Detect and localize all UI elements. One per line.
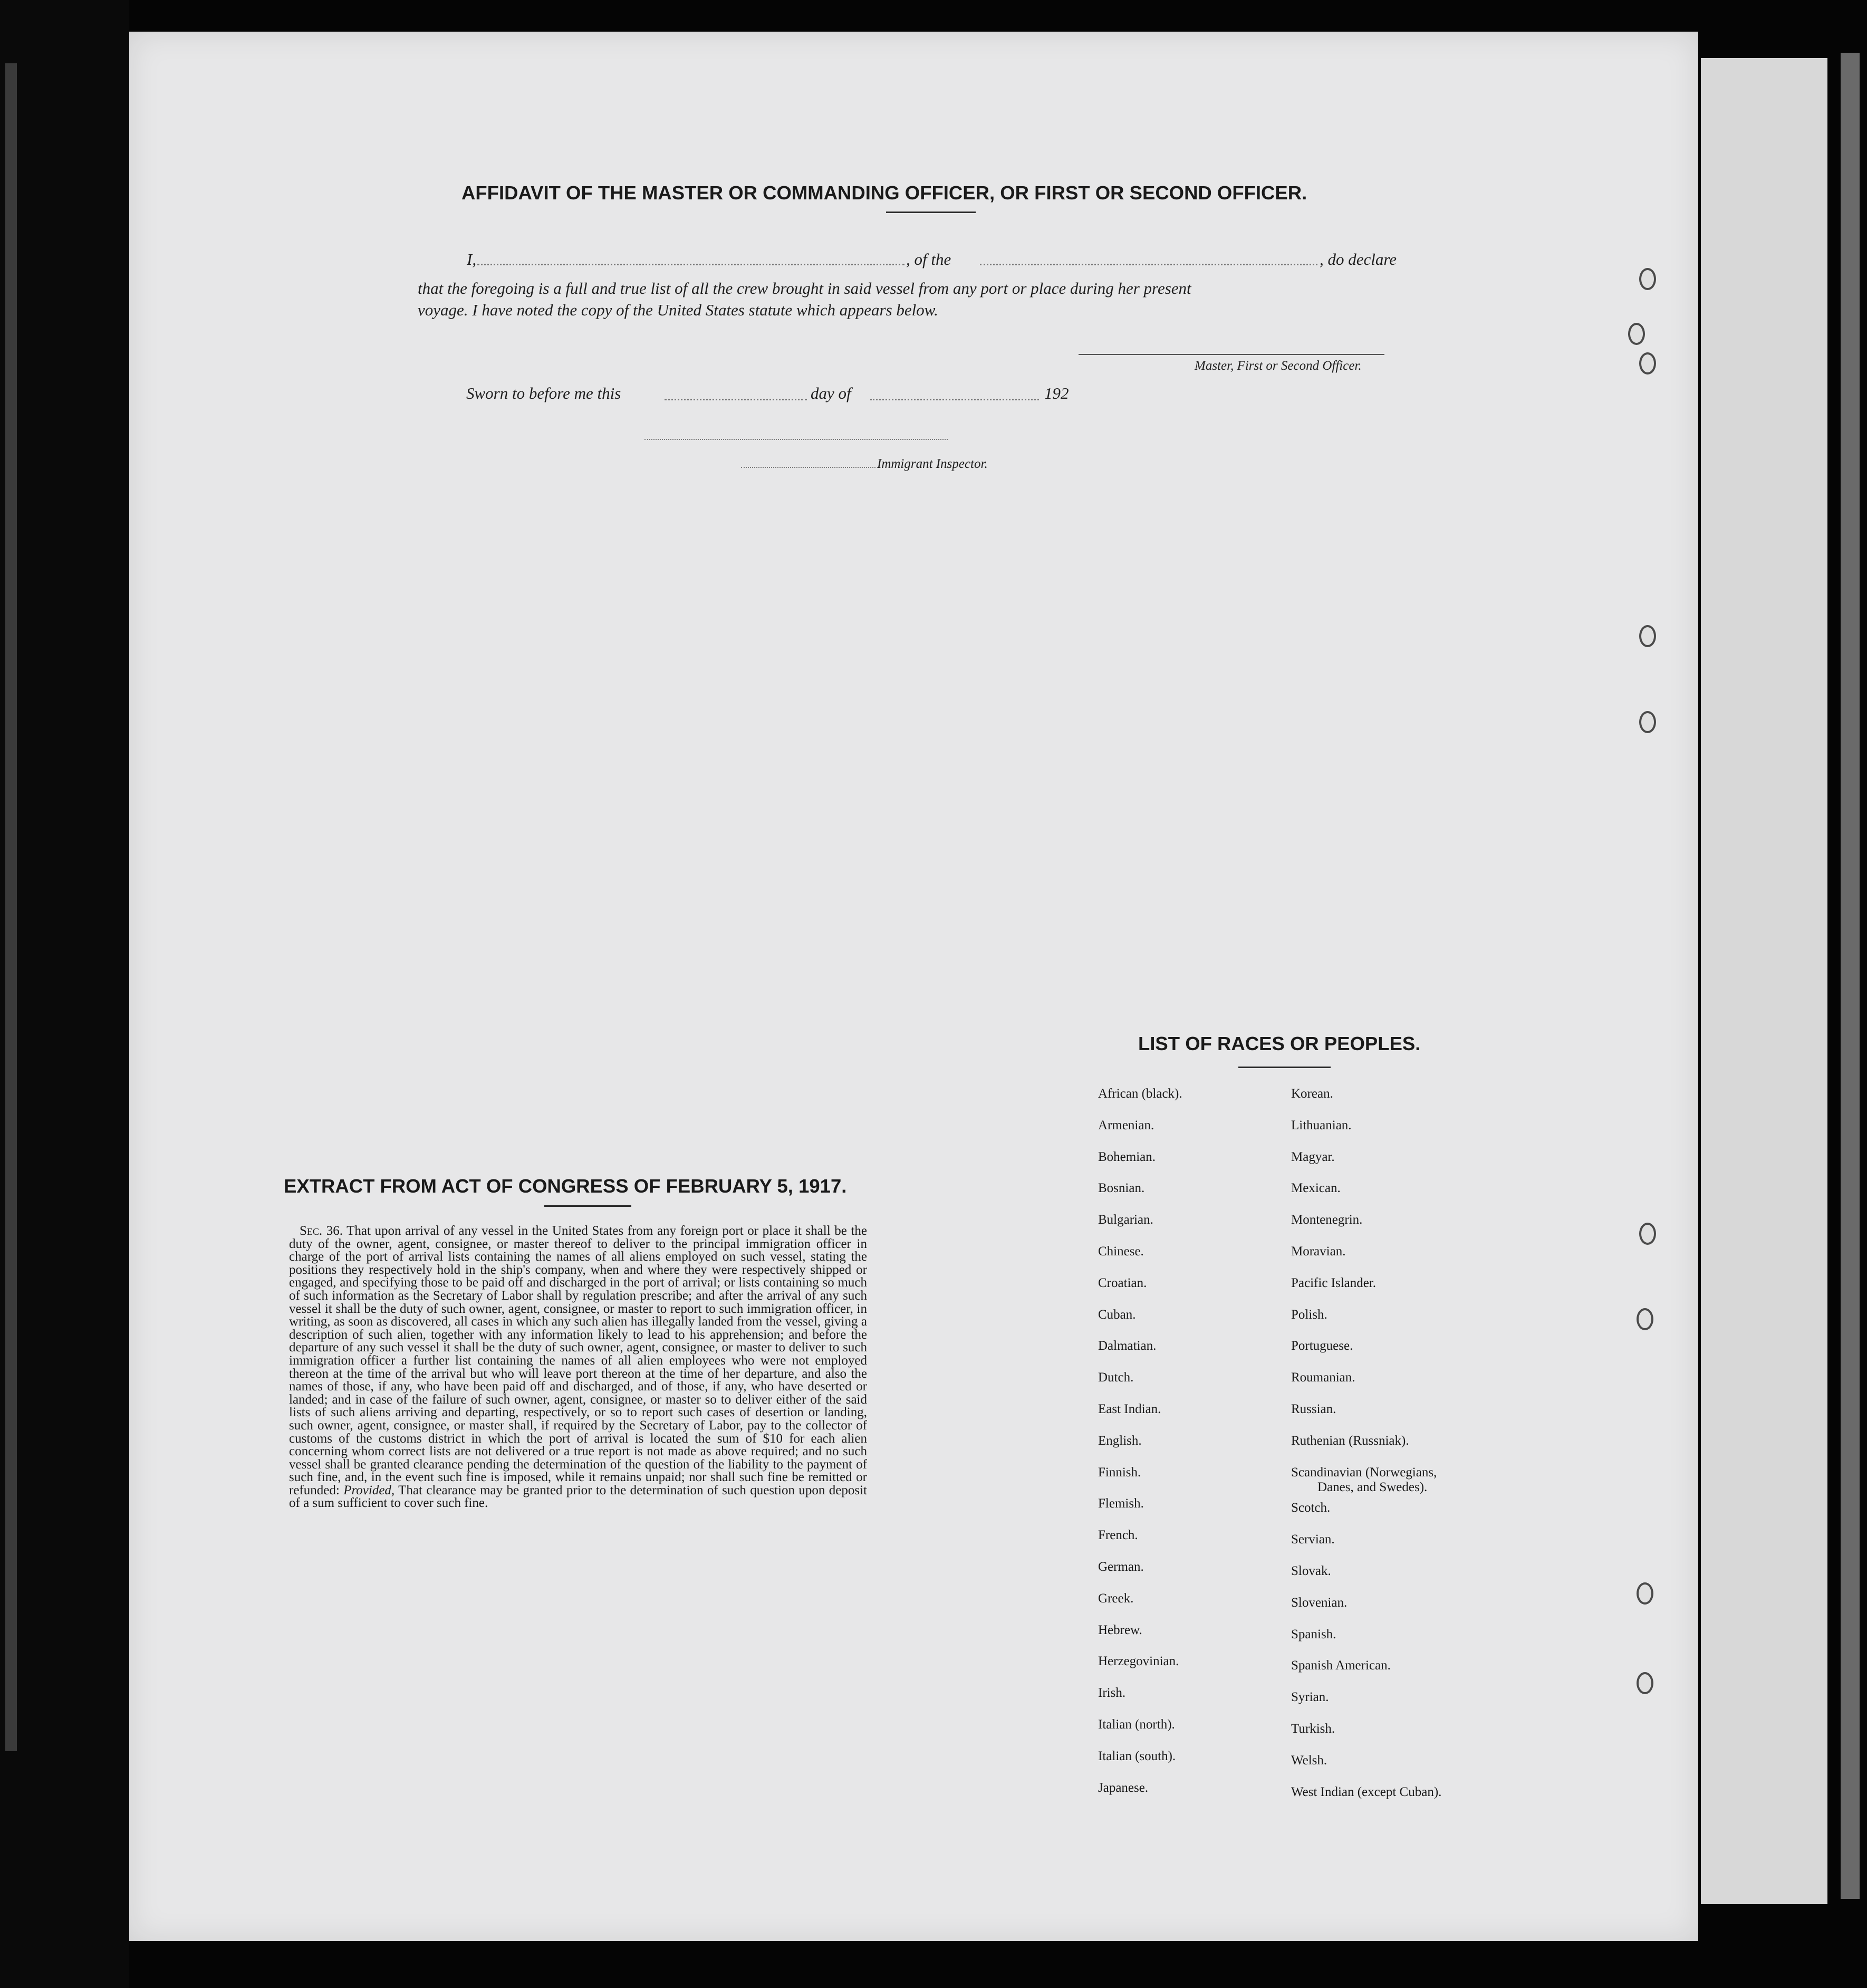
name-blank: [477, 264, 904, 265]
film-border-left: [0, 0, 129, 1988]
punch-hole: [1637, 1582, 1653, 1605]
affidavit-title-underline: [886, 212, 976, 213]
race-item: Scotch.: [1291, 1501, 1331, 1515]
punch-hole: [1628, 323, 1645, 345]
affidavit-of-the: , of the: [906, 250, 951, 268]
punch-hole: [1639, 1223, 1656, 1245]
race-item: Turkish.: [1291, 1722, 1335, 1736]
race-item: Pacific Islander.: [1291, 1275, 1377, 1290]
race-item: Polish.: [1291, 1307, 1327, 1322]
affidavit-title: AFFIDAVIT OF THE MASTER OR COMMANDING OFFICER, OR FIRST OR SECOND OFFICER.: [461, 182, 1307, 204]
race-item: Chinese.: [1098, 1244, 1144, 1259]
race-item: Flemish.: [1098, 1496, 1144, 1511]
race-item: Lithuanian.: [1291, 1118, 1352, 1132]
race-item: Croatian.: [1098, 1275, 1147, 1290]
punch-hole: [1639, 352, 1656, 374]
affidavit-i: I,: [467, 250, 477, 268]
race-item: Japanese.: [1098, 1780, 1149, 1795]
race-item: Mexican.: [1291, 1181, 1341, 1196]
race-item: Spanish American.: [1291, 1658, 1391, 1673]
race-item: Herzegovinian.: [1098, 1654, 1179, 1669]
statute-text: [289, 1225, 867, 1510]
race-item: Syrian.: [1291, 1690, 1329, 1705]
race-item: English.: [1098, 1433, 1142, 1448]
race-item: Moravian.: [1291, 1244, 1346, 1259]
signature-line: [1079, 354, 1384, 355]
race-item: Welsh.: [1291, 1753, 1327, 1768]
race-item: Korean.: [1291, 1087, 1333, 1101]
race-item: Ruthenian (Russniak).: [1291, 1433, 1409, 1448]
statute-body-end: That clearance may be granted prior to the determination of such question upon deposit of a sum sufficient to cover such fine.: [289, 1483, 868, 1511]
race-item: Cuban.: [1098, 1307, 1136, 1322]
vessel-blank: [980, 264, 1317, 265]
inspector-caption: Immigrant Inspector.: [877, 457, 988, 471]
race-item: Finnish.: [1098, 1465, 1141, 1480]
race-item: Greek.: [1098, 1591, 1134, 1606]
extract-title-underline: [544, 1205, 631, 1207]
race-item: Russian.: [1291, 1402, 1336, 1416]
race-item: Danes, and Swedes).: [1317, 1480, 1428, 1494]
statute-body: That upon arrival of any vessel in the United States from any foreign port or place it shall be the duty of the owner, agent, consignee, or master thereof to deliver to the principal immigration officer in charge of the port of arrival lists containing the names of all aliens employed on such vessel, stating the positions they respectively hold in the ship's company, when and where they were respectively shipped or engaged, and specifying those to be paid off and discharged in the port of arrival; or lists containing so much of such information as the Secretary of Labor shall by regulation prescribe; and after the arrival of any such vessel it shall be the duty of such owner, agent, consignee, or master to report to such immigration officer, in writing, as soon as discovered, all cases in which any such alien has illegally landed from the vessel, giving a description of such alien, together with any information likely to lead to his apprehension; and before the departure of any such vessel it shall be the duty of such owner, agent, consignee, or master to deliver to such immigration officer a further list containing the names of all alien employees who were not employed thereon at the time of the arrival but who will leave port thereon at the time of her departure, and also the names of those, if any, who have been paid off and discharged, and of those, if any, who have deserted or landed; and in case of the failure of such owner, agent, consignee, or master so to deliver either of the said lists of such aliens arriving and departing, respectively, or so to report such cases of desertion or landing, such owner, agent, consignee, or master shall, if required by the Secretary of Labor, pay to the collector of customs of the customs district in which the port of arrival is located the sum of $10 for each alien concerning whom correct lists are not delivered or a true report is not made as above required; and no such vessel shall be granted clearance pending the determination of the question of the liability to the payment of such fine, and, in the event such fine is imposed, while it remains unpaid; nor shall such fine be remitted or refunded:: [289, 1224, 867, 1497]
day-blank: [665, 399, 807, 400]
race-item: Montenegrin.: [1291, 1213, 1363, 1227]
race-item: East Indian.: [1098, 1402, 1161, 1416]
punch-hole: [1637, 1308, 1653, 1330]
adjacent-frame-edge-right: [1841, 53, 1860, 1899]
race-item: Armenian.: [1098, 1118, 1154, 1132]
races-title: LIST OF RACES OR PEOPLES.: [1138, 1033, 1421, 1054]
affidavit-line-2: that the foregoing is a full and true list of all the crew brought in said vessel from any port or place during her present: [418, 279, 1191, 297]
signature-caption: Master, First or Second Officer.: [1195, 359, 1362, 373]
punch-hole: [1639, 625, 1656, 647]
sworn-prefix: Sworn to before me this: [466, 384, 621, 402]
underlying-sheet: [1701, 58, 1827, 1904]
race-item: Irish.: [1098, 1686, 1126, 1701]
race-item: Bulgarian.: [1098, 1213, 1153, 1227]
section-number: Sec. 36.: [300, 1224, 343, 1238]
race-item: Slovenian.: [1291, 1595, 1348, 1610]
race-item: Portuguese.: [1291, 1339, 1353, 1353]
affidavit-line-3: voyage. I have noted the copy of the United States statute which appears below.: [418, 301, 938, 319]
race-item: Italian (north).: [1098, 1717, 1175, 1732]
race-item: Magyar.: [1291, 1149, 1335, 1164]
inspector-blank: [741, 467, 875, 468]
month-blank: [870, 399, 1039, 400]
sworn-year: 192: [1044, 384, 1069, 402]
punch-hole: [1639, 711, 1656, 733]
race-item: Scandinavian (Norwegians,: [1291, 1465, 1437, 1480]
race-item: German.: [1098, 1560, 1144, 1574]
affidavit-do-declare: , do declare: [1320, 250, 1397, 268]
provided-clause: Provided,: [343, 1483, 395, 1497]
race-item: Hebrew.: [1098, 1622, 1142, 1637]
race-item: Roumanian.: [1291, 1370, 1355, 1385]
punch-hole: [1639, 268, 1656, 290]
race-item: Bosnian.: [1098, 1181, 1145, 1196]
race-item: African (black).: [1098, 1087, 1182, 1101]
race-item: Spanish.: [1291, 1627, 1336, 1641]
adjacent-frame-edge: [5, 63, 17, 1751]
race-item: Servian.: [1291, 1532, 1335, 1547]
extract-title: EXTRACT FROM ACT OF CONGRESS OF FEBRUARY 5, 1917.: [284, 1175, 847, 1197]
race-item: Dalmatian.: [1098, 1339, 1157, 1353]
punch-hole: [1637, 1672, 1653, 1694]
race-item: French.: [1098, 1528, 1138, 1543]
inspector-signature-blank: [644, 439, 948, 440]
sworn-day-of: day of: [811, 384, 851, 402]
race-item: Italian (south).: [1098, 1749, 1176, 1763]
race-item: Slovak.: [1291, 1564, 1331, 1578]
race-item: West Indian (except Cuban).: [1291, 1784, 1442, 1799]
race-item: Dutch.: [1098, 1370, 1134, 1385]
races-title-underline: [1238, 1067, 1331, 1068]
race-item: Bohemian.: [1098, 1149, 1156, 1164]
